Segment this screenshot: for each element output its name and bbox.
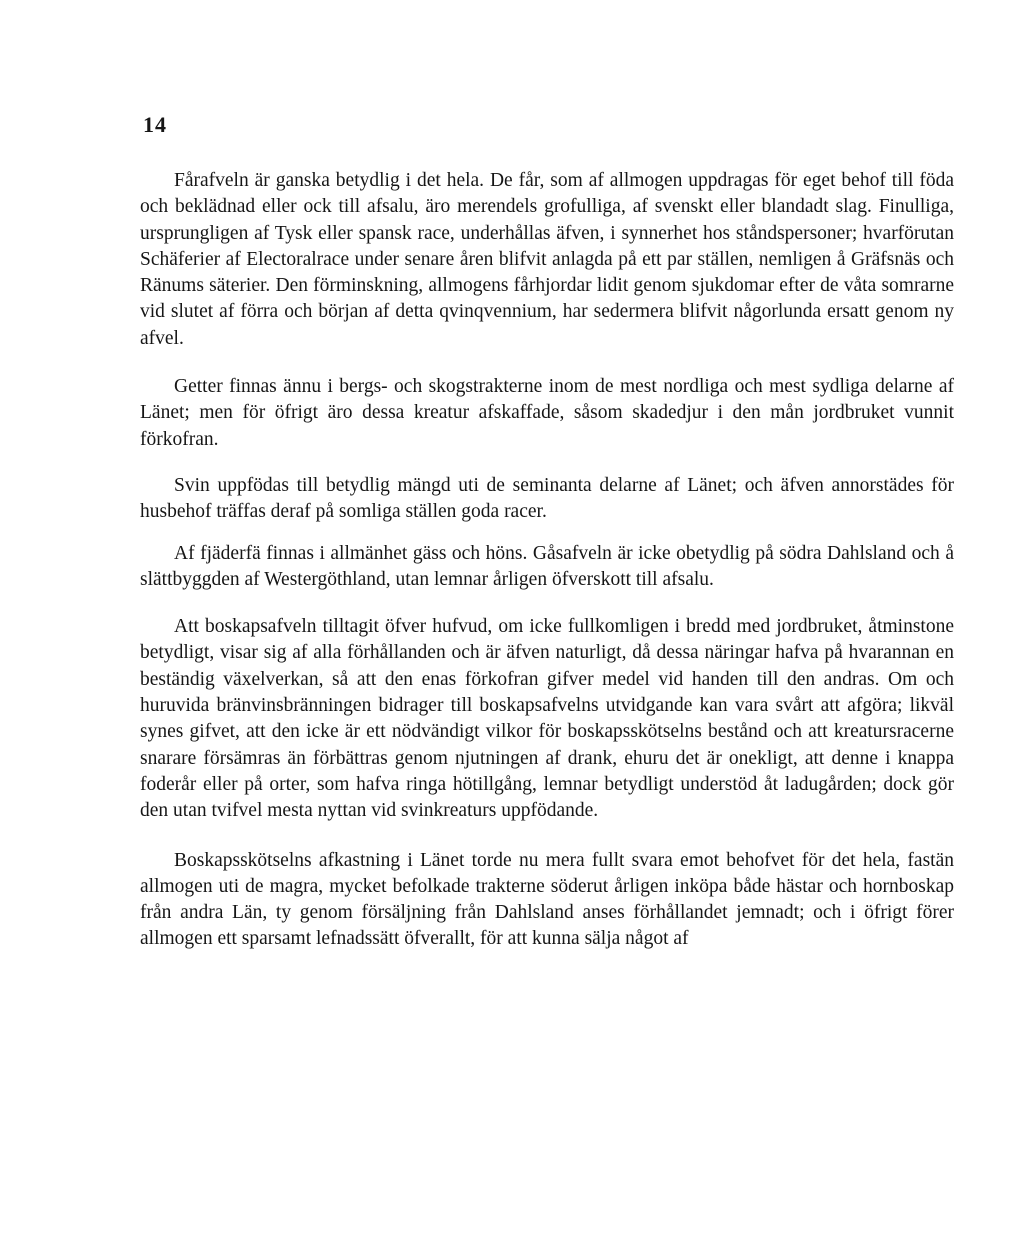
text-body	[140, 168, 954, 953]
paragraph-livestock-growth: Att boskapsafveln tilltagit öfver hufvud, om icke fullkomligen i bredd med jordbruket, åtminstone betydligt, visar sig af alla förhållanden och är äfven naturligt, då dessa näringar hafva på hvarannan en beständig växelverkan, så att den enas förkofran gifver medel vid handen till den andras. Om och huruvida bränvinsbränningen bidrager till boskapsafvelns utvidgande kan vara svårt att afgöra; likväl synes gifvet, att den icke är ett nödvändigt vilkor för boskapsskötselns bestånd och att kreatursracerne snarare försämras än förbättras genom njutningen af drank, ehuru det är onekligt, att denne i knappa foderår eller på orter, som hafva ringa hötillgång, lemnar betydligt understöd åt ladugården; dock gör den utan tvifvel mesta nyttan vid svinkreaturs uppfödande.	[140, 616, 954, 822]
paragraph-goats: Getter finnas ännu i bergs- och skogstrakterne inom de mest nordliga och mest sydliga delarne af Länet; men för öfrigt äro dessa kreatur afskaffade, såsom skadedjur i den mån jordbruket vunnit förkofran.	[140, 376, 954, 450]
page-number: 14	[143, 112, 167, 137]
paragraph-livestock-yield: Boskapsskötselns afkastning i Länet torde nu mera fullt svara emot behofvet för det hela, fastän allmogen uti de magra, mycket befolkade trakterne söderut årligen inköpa både hästar och hornboskap från andra Län, ty genom försäljning från Dahlsland anses förhållandet jemnadt; och i öfrigt förer allmogen ett sparsamt lefnadssätt öfverallt, för att kunna sälja något af	[140, 849, 954, 950]
paragraph-sheep-breeding: Fårafveln är ganska betydlig i det hela. De får, som af allmogen uppdragas för eget behof till föda och beklädnad eller ock till afsalu, äro merendels grofulliga, af svenskt eller blandadt slag. Finulliga, ursprungligen af Tysk eller spansk race, underhållas äfven, i synnerhet hos ståndspersoner; hvarförutan Schäferier af Electoralrace under senare åren blifvit anlagda på ett par ställen, nemligen å Gräfsnäs och Ränums säterier. Den förminskning, allmogens fårhjordar lidit genom sjukdomar efter de våta somrarne vid slutet af förra och början af detta qvinqvennium, har sedermera blifvit någorlunda ersatt genom ny afvel.	[140, 170, 954, 349]
paragraph-poultry: Af fjäderfä finnas i allmänhet gäss och höns. Gåsafveln är icke obetydlig på södra Dahlsland och å slättbyggden af Westergöthland, utan lemnar årligen öfverskott till afsalu.	[140, 542, 954, 590]
paragraph-pigs: Svin uppfödas till betydlig mängd uti de seminanta delarne af Länet; och äfven annorstädes för husbehof träffas deraf på somliga ställen goda racer.	[140, 474, 954, 523]
